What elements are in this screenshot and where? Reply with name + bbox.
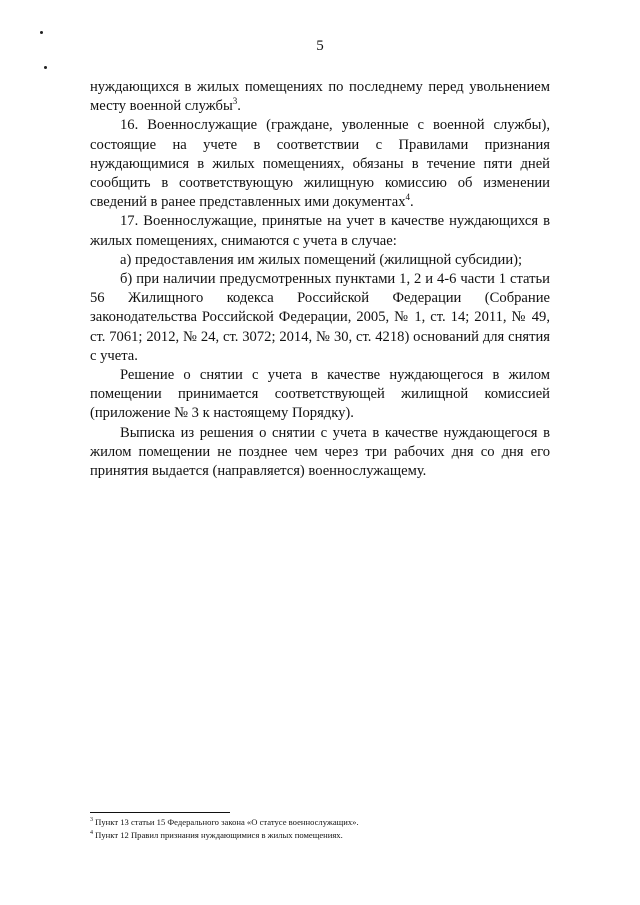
paragraph-17: 17. Военнослужащие, принятые на учет в качестве нуждающихся в жилых помещениях, снимаются с учета в случае: [90, 213, 550, 249]
paragraph-decision: Решение о снятии с учета в качестве нуждающегося в жилом помещении принимается соответствующей жилищной комиссией (приложение № 3 к настоящему Порядку). [90, 367, 550, 422]
footnote-3: $^3$ Пункт 13 статьи 15 Федерального закона «О статусе военнослужащих». [90, 817, 359, 827]
footnotes [90, 816, 560, 842]
footnote-ref-4: 4 [405, 192, 410, 203]
scan-speck [40, 31, 43, 34]
paragraph-16: 16. Военнослужащие (граждане, уволенные с военной службы), состоящие на учете в соответствии с Правилами признания нуждающимися в жилых помещениях, обязаны в течение пяти дней сообщить в соответствующую жилищную комиссию об изменении сведений в ранее представленных ими документах$^4$. [90, 117, 550, 211]
footnote-ref-3: 3 [232, 96, 238, 107]
footnote-divider [90, 812, 230, 813]
paragraph-extract: Выписка из решения о снятии с учета в качестве нуждающегося в жилом помещении не позднее чем через три рабочих дня со дня его принятия выдается (направляется) военнослужащему. [90, 424, 550, 480]
subitem-a: а) предоставления им жилых помещений (жилищной субсидии); [120, 251, 523, 268]
scan-speck [44, 66, 47, 69]
footnote-4: $^4$ Пункт 12 Правил признания нуждающимися в жилых помещениях. [90, 830, 343, 840]
subitem-b: б) при наличии предусмотренных пунктами 1, 2 и 4-6 части 1 статьи 56 Жилищного кодекса Российской Федерации (Собрание законодательства Российской Федерации, 2005, № 1, ст. 14; 2011, № 49, ст. 7061; 2012, № 24, ст. 3072; 2014, № 30, ст. 4218) оснований для снятия с учета. [90, 271, 550, 364]
document-body [90, 78, 550, 481]
page-number: 5 [316, 38, 324, 54]
paragraph-continuation: нуждающихся в жилых помещениях по последнему перед увольнением месту военной службы$^3$. [90, 79, 550, 115]
